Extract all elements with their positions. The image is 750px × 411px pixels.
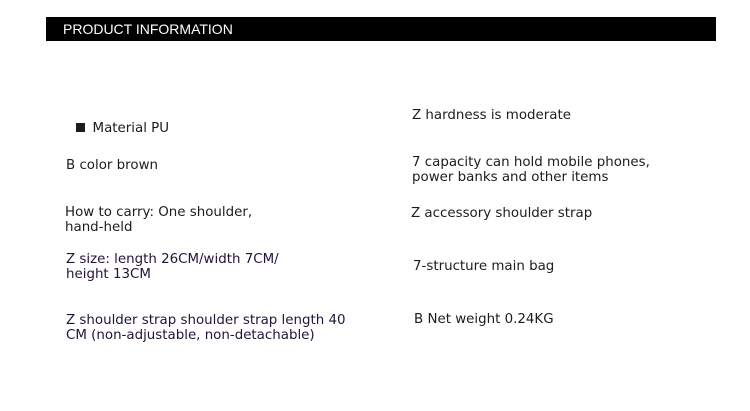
spec-strap-length: Z shoulder strap shoulder strap length 40 CM (non-adjustable, non-detachable) <box>66 313 346 343</box>
spec-carry: How to carry: One shoulder, hand-held <box>65 205 253 235</box>
spec-weight: B Net weight 0.24KG <box>414 312 554 327</box>
spec-size: Z size: length 26CM/width 7CM/ height 13CM <box>66 252 279 282</box>
spec-material <box>67 106 169 136</box>
spec-color: B color brown <box>66 158 159 173</box>
square-bullet-icon <box>76 123 85 132</box>
spec-capacity: 7 capacity can hold mobile phones, power banks and other items <box>412 155 650 185</box>
section-header-bar <box>46 17 716 41</box>
spec-structure: 7-structure main bag <box>413 259 555 274</box>
spec-hardness: Z hardness is moderate <box>412 108 571 123</box>
spec-accessory: Z accessory shoulder strap <box>411 206 593 221</box>
section-title: PRODUCT INFORMATION <box>63 21 233 37</box>
spec-material-text: Material PU <box>92 121 170 136</box>
